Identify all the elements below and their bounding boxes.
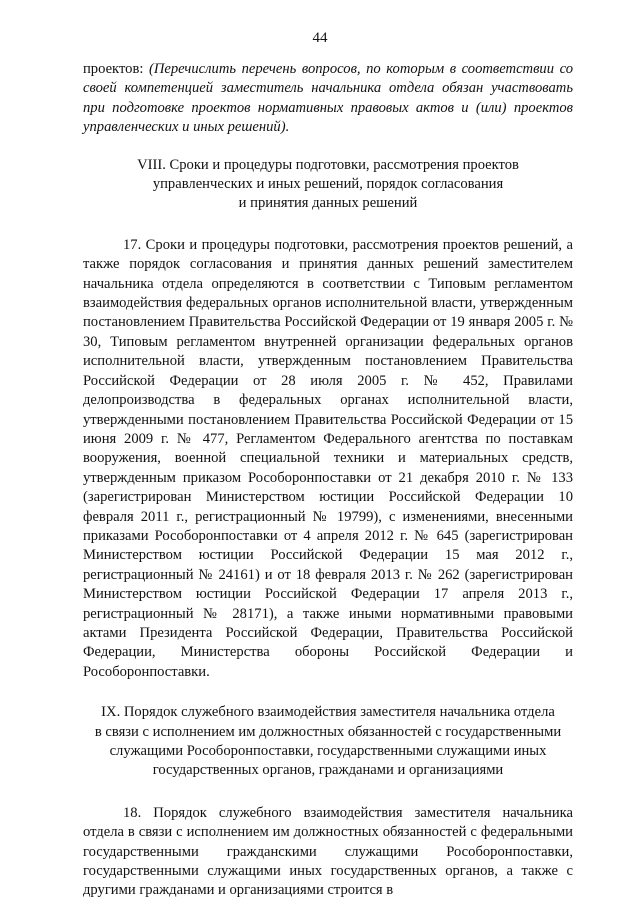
section-9-heading-line: в связи с исполнением им должностных обязанностей с государственными (94, 723, 562, 740)
section-8-heading-line: VIII. Сроки и процедуры подготовки, рассмотрения проектов (137, 156, 519, 173)
document-content (83, 60, 573, 901)
page-number: 44 (312, 30, 328, 46)
intro-label: проектов: (83, 61, 149, 77)
section-8-heading (83, 156, 573, 214)
section-9-heading-line: служащими Рособоронпоставки, государственными служащими иных (109, 743, 547, 759)
section-9-heading (83, 703, 573, 781)
section-8-heading-line: управленческих и иных решений, порядок согласования (152, 176, 504, 193)
section-9-heading-line: IX. Порядок служебного взаимодействия заместителя начальника отдела (101, 704, 555, 721)
section-8-heading-line: и принятия данных решений (238, 195, 418, 212)
intro-paragraph (83, 60, 573, 138)
intro-italic-text: (Перечислить перечень вопросов, по которым в соответствии со своей компетенцией заместитель начальника отдела обязан участвовать при подготовке проектов нормативных правовых актов и (или) проектов управленческих и иных решений). (83, 61, 573, 136)
paragraph-17: 17. Сроки и процедуры подготовки, рассмотрения проектов решений, а также порядок согласования и принятия данных решений заместителем начальника отдела определяются в соответствии с Типовым регламентом взаимодействия федеральных органов исполнительной власти, утвержденным постановлением Правительства Российской Федерации от 19 января 2005 г. № 30, Типовым регламентом внутренней организации федеральных органов исполнительной власти, утвержденным постановлением Правительства Российской Федерации от 28 июля 2005 г. № 452, Правилами делопроизводства в федеральных органах исполнительной власти, утвержденными постановлением Правительства Российской Федерации от 15 июня 2009 г. № 477, Регламентом Федерального агентства по поставкам вооружения, военной специальной техники и материальных средств, утвержденным приказом Рособоронпоставки от 21 декабря 2010 г. № 133 (зарегистрирован Министерством юстиции Российской Федерации 10 февраля 2011 г., регистрационный № 19799), с изменениями, внесенными приказами Рособоронпоставки от 4 апреля 2012 г. № 645 (зарегистрирован Министерством юстиции Российской Федерации 15 мая 2012 г., регистрационный № 24161) и от 18 февраля 2013 г. № 262 (зарегистрирован Министерством юстиции Российской Федерации 17 апреля 2013 г., регистрационный № 28171), а также иными нормативными правовыми актами Президента Российской Федерации, Правительства Российской Федерации, Министерства обороны Российской Федерации и Рособоронпоставки. (83, 236, 573, 680)
section-9-heading-line: государственных органов, гражданами и организациями (152, 762, 504, 779)
paragraph-18: 18. Порядок служебного взаимодействия заместителя начальника отдела в связи с исполнением им должностных обязанностей с федеральными государственными гражданскими служащими Рособоронпоставки, государственными служащими иных государственных органов, а также с другими гражданами и организациями строится в (83, 804, 573, 899)
